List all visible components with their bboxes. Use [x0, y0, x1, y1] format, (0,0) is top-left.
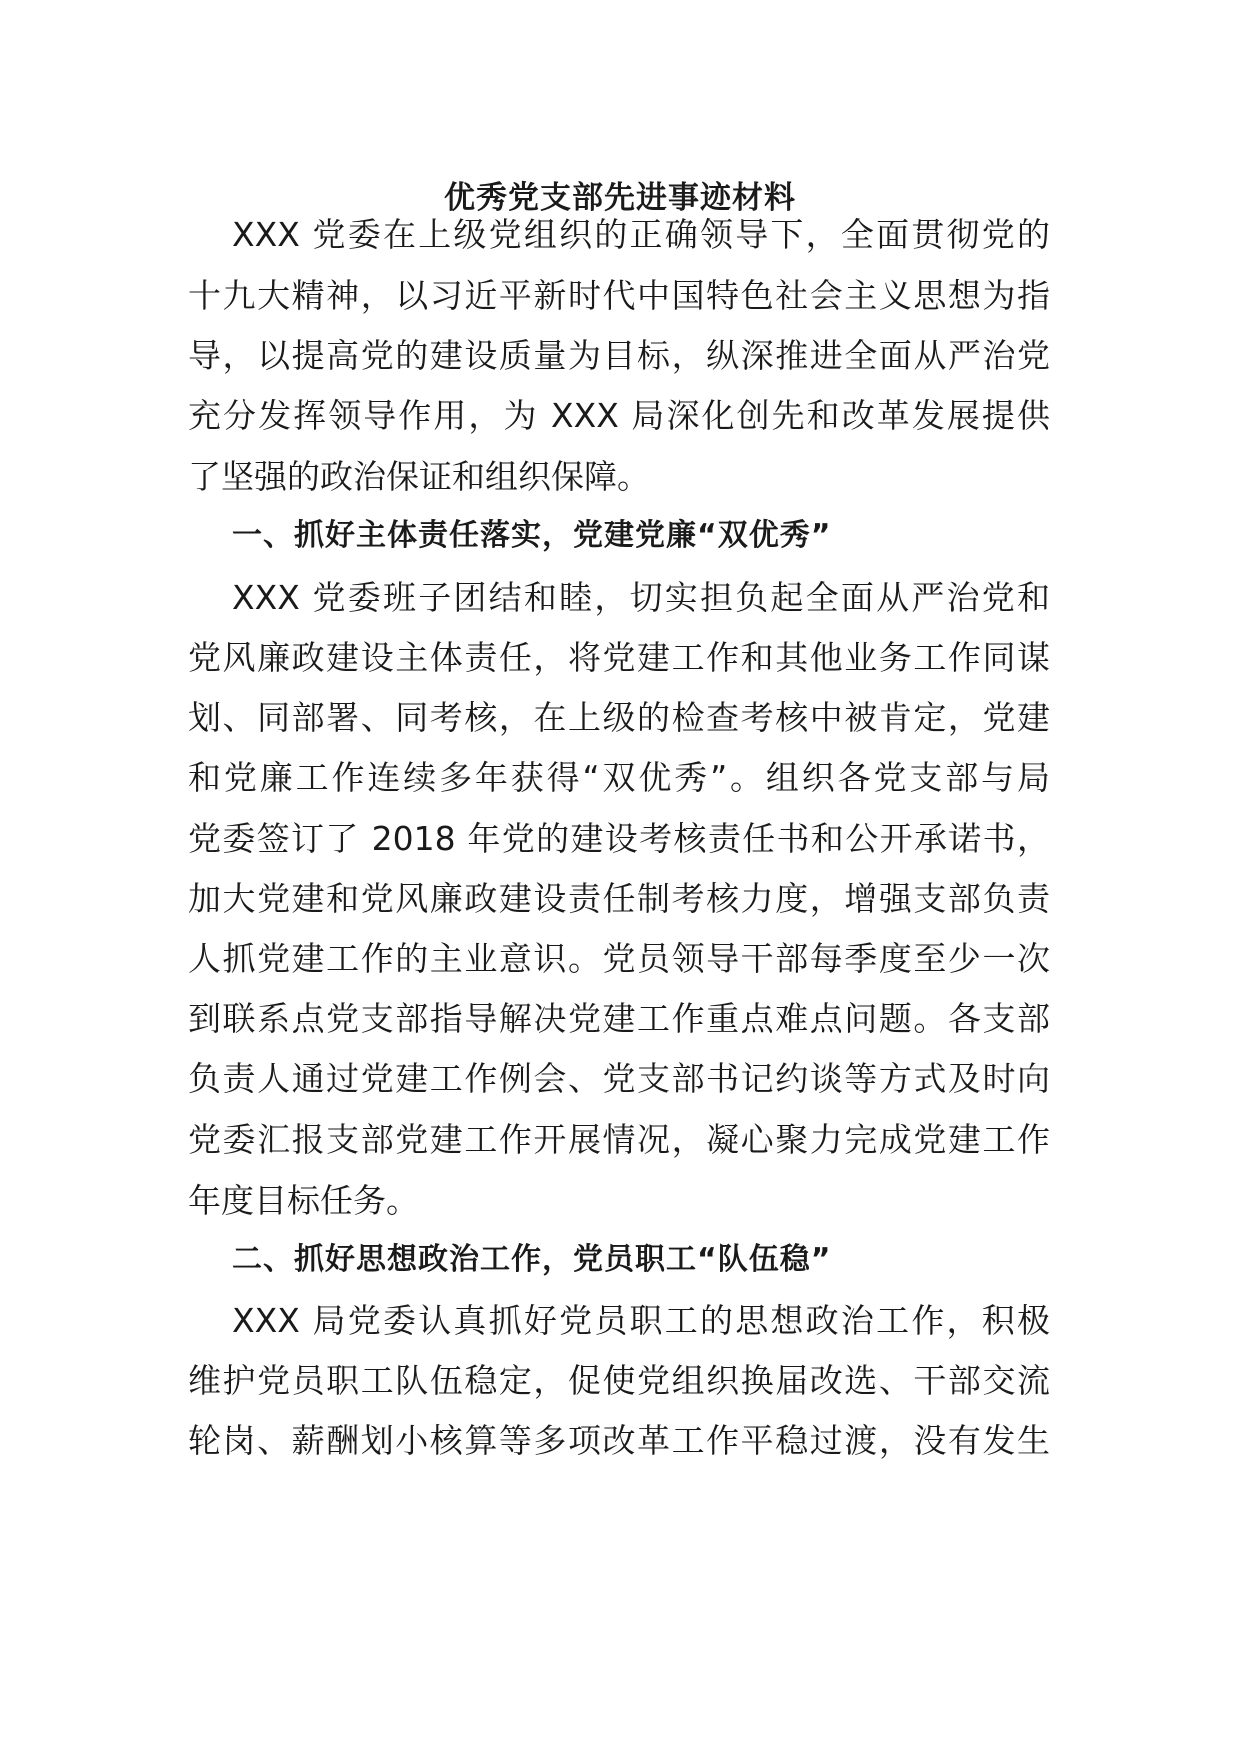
intro-line: 十九大精神，以习近平新时代中国特色社会主义思想为指: [188, 276, 1050, 315]
section2-line: 维护党员职工队伍稳定，促使党组织换届改选、干部交流: [188, 1361, 1050, 1400]
section1-line: 和党廉工作连续多年获得“双优秀”。组织各党支部与局: [188, 758, 1050, 797]
section-heading: 二、抓好思想政治工作，党员职工“队伍稳”: [232, 1242, 832, 1277]
section1-line: 年度目标任务。: [188, 1181, 419, 1220]
intro-line: 了坚强的政治保证和组织保障。: [188, 457, 650, 496]
section1-line: XXX 党委班子团结和睦，切实担负起全面从严治党和: [232, 578, 1050, 617]
section2-line: XXX 局党委认真抓好党员职工的思想政治工作，积极: [232, 1301, 1050, 1340]
section2-line: 轮岗、薪酬划小核算等多项改革工作平稳过渡，没有发生: [188, 1421, 1050, 1460]
section1-line: 负责人通过党建工作例会、党支部书记约谈等方式及时向: [188, 1059, 1050, 1098]
section1-line: 党风廉政建设主体责任，将党建工作和其他业务工作同谋: [188, 638, 1050, 677]
intro-line: 导，以提高党的建设质量为目标，纵深推进全面从严治党: [188, 336, 1050, 375]
section1-line: 人抓党建工作的主业意识。党员领导干部每季度至少一次: [188, 939, 1050, 978]
section1-line: 党委签订了 2018 年党的建设考核责任书和公开承诺书，: [188, 819, 1050, 858]
section1-line: 到联系点党支部指导解决党建工作重点难点问题。各支部: [188, 999, 1050, 1038]
section1-line: 加大党建和党风廉政建设责任制考核力度，增强支部负责: [188, 879, 1050, 918]
section1-line: 划、同部署、同考核，在上级的检查考核中被肯定，党建: [188, 698, 1050, 737]
intro-line: XXX 党委在上级党组织的正确领导下，全面贯彻党的: [232, 215, 1050, 254]
section1-line: 党委汇报支部党建工作开展情况，凝心聚力完成党建工作: [188, 1120, 1050, 1159]
document-title: 优秀党支部先进事迹材料: [444, 180, 796, 216]
section-heading: 一、抓好主体责任落实，党建党廉“双优秀”: [232, 518, 832, 553]
intro-line: 充分发挥领导作用，为 XXX 局深化创先和改革发展提供: [188, 396, 1050, 435]
